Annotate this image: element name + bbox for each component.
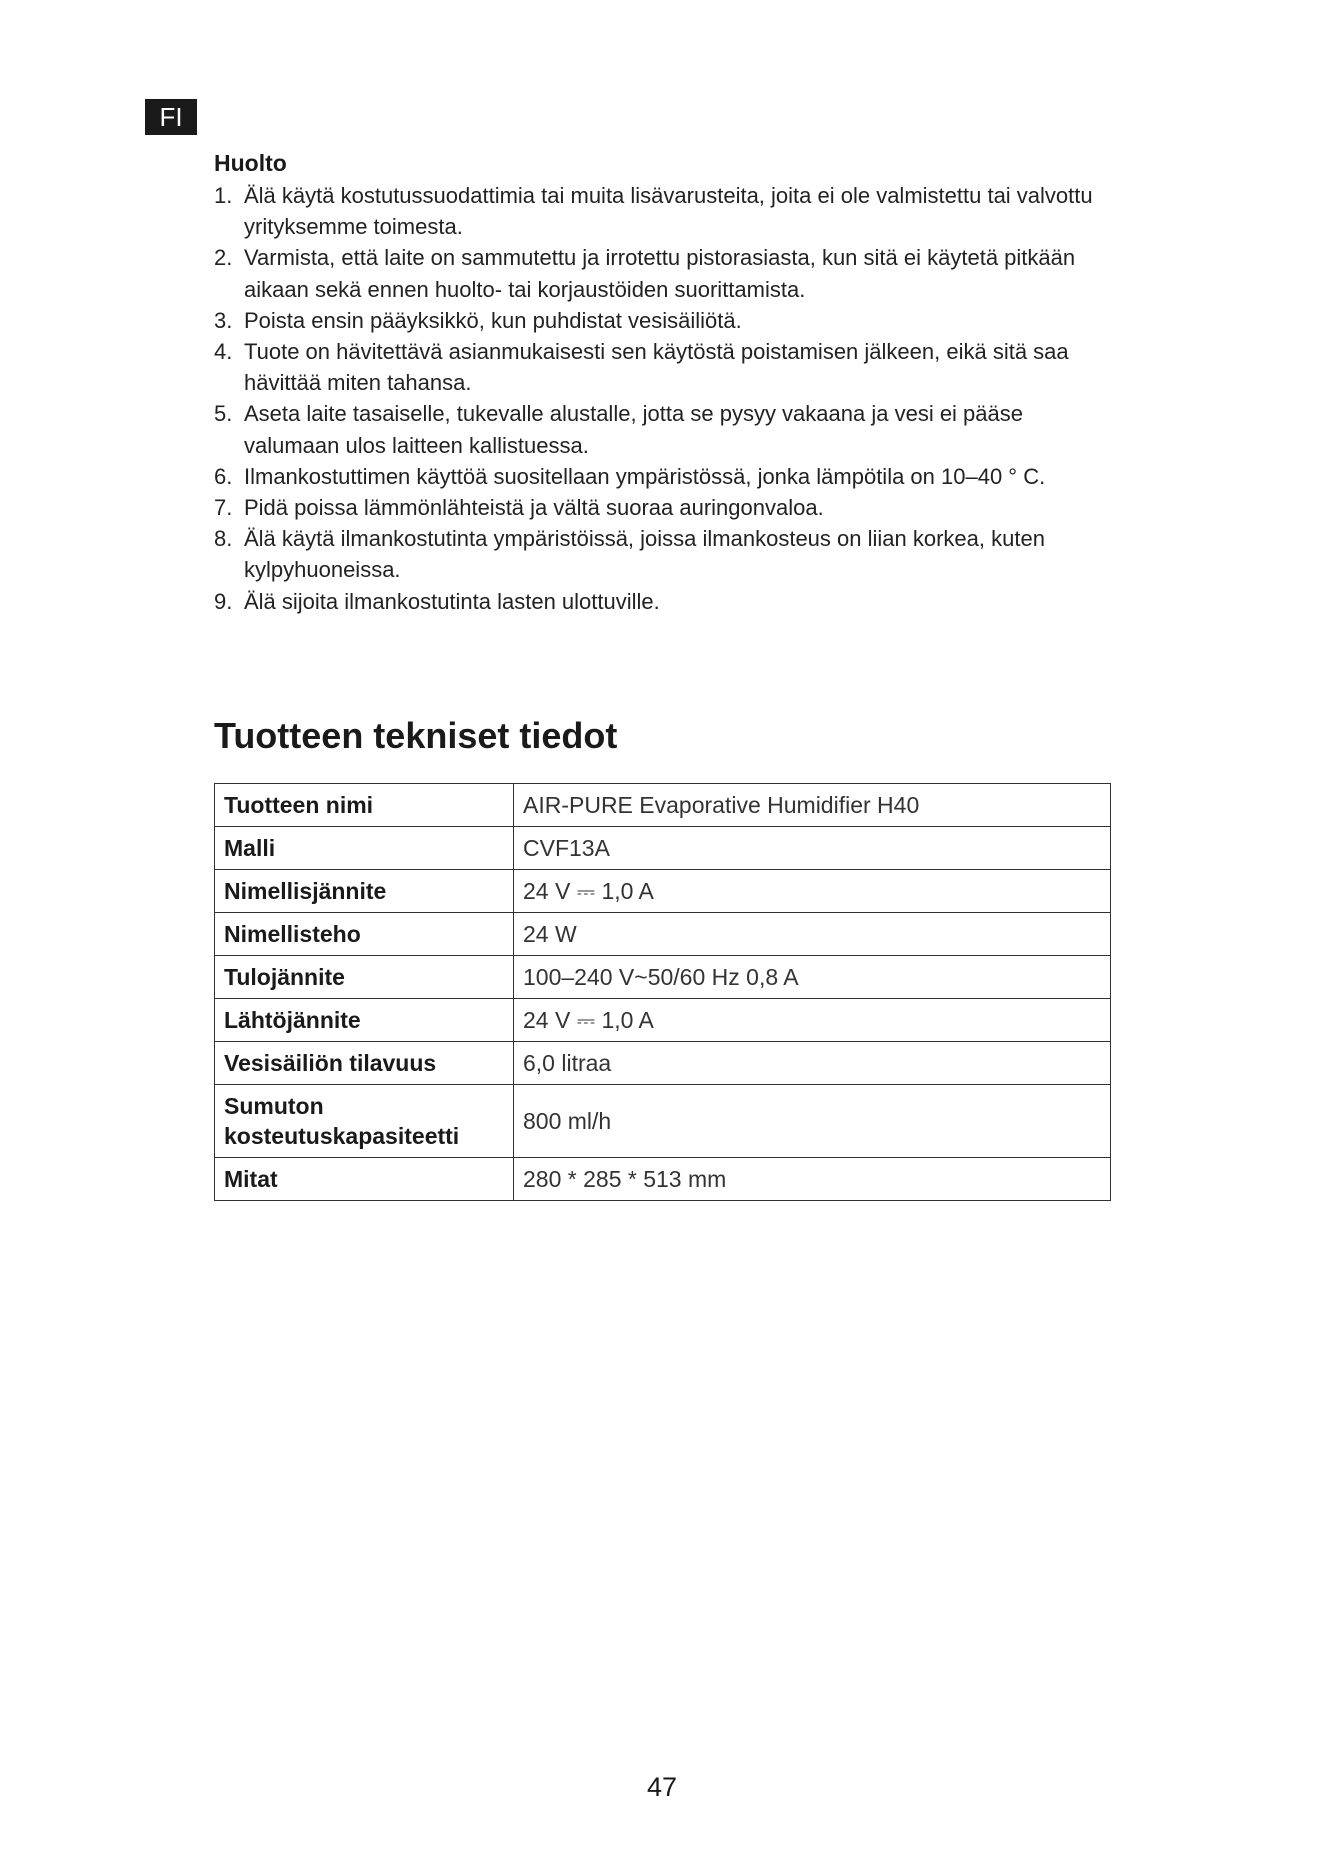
item-number: 3. (214, 307, 233, 333)
spec-label: Vesisäiliön tilavuus (215, 1042, 514, 1085)
spec-value: 800 ml/h (514, 1085, 1111, 1158)
spec-value: 24 V ⎓ 1,0 A (514, 870, 1111, 913)
spec-label: Tulojännite (215, 956, 514, 999)
spec-label: Malli (215, 827, 514, 870)
item-text: Ilmankostuttimen käyttöä suositellaan ympäristössä, jonka lämpötila on 10–40 ° C. (244, 463, 1046, 489)
list-item (214, 523, 1114, 585)
item-text: Varmista, että laite on sammutettu ja irrotettu pistorasiasta, kun sitä ei käytetä pitkään aikaan sekä ennen huolto- tai korjaustöiden suorittamista. (244, 245, 1076, 302)
spec-value: AIR-PURE Evaporative Humidifier H40 (514, 784, 1111, 827)
spec-value: 24 W (514, 913, 1111, 956)
spec-label: Tuotteen nimi (215, 784, 514, 827)
language-tab: FI (145, 99, 197, 135)
spec-value: CVF13A (514, 827, 1111, 870)
item-text: Tuote on hävitettävä asianmukaisesti sen käytöstä poistamisen jälkeen, eikä sitä saa hävittää miten tahansa. (244, 339, 1069, 396)
item-number: 8. (214, 526, 233, 552)
spec-value: 280 * 285 * 513 mm (514, 1158, 1111, 1201)
item-text: Poista ensin pääyksikkö, kun puhdistat vesisäiliötä. (244, 307, 742, 333)
list-item (214, 305, 1114, 336)
maintenance-list (214, 180, 1114, 617)
spec-label: Nimellisjännite (215, 870, 514, 913)
spec-value: 100–240 V~50/60 Hz 0,8 A (514, 956, 1111, 999)
spec-value: 6,0 litraa (514, 1042, 1111, 1085)
spec-label: Nimellisteho (215, 913, 514, 956)
item-text: Älä käytä ilmankostutinta ympäristöissä, joissa ilmankosteus on liian korkea, kuten kylpyhuoneissa. (244, 526, 1045, 583)
item-number: 6. (214, 463, 233, 489)
specs-table (214, 783, 1111, 1201)
maintenance-heading: Huolto (214, 150, 287, 176)
item-text: Älä sijoita ilmankostutinta lasten ulottuville. (244, 588, 660, 614)
list-item (214, 180, 1114, 242)
table-row (215, 999, 1111, 1042)
item-text: Aseta laite tasaiselle, tukevalle alustalle, jotta se pysyy vakaana ja vesi ei pääse valumaan ulos laitteen kallistuessa. (244, 401, 1023, 458)
list-item (214, 398, 1114, 460)
item-number: 4. (214, 339, 233, 365)
table-row (215, 956, 1111, 999)
table-row (215, 870, 1111, 913)
item-number: 1. (214, 183, 233, 208)
table-row (215, 1158, 1111, 1201)
specs-title: Tuotteen tekniset tiedot (214, 715, 618, 756)
item-text: Pidä poissa lämmönlähteistä ja vältä suoraa auringonvaloa. (244, 495, 824, 521)
list-item (214, 586, 1114, 617)
table-row (215, 1085, 1111, 1158)
list-item (214, 492, 1114, 523)
list-item (214, 461, 1114, 492)
list-item (214, 242, 1114, 304)
maintenance-section (214, 146, 1114, 617)
table-row (215, 913, 1111, 956)
list-item (214, 336, 1114, 398)
item-number: 2. (214, 245, 233, 271)
item-text: Älä käytä kostutussuodattimia tai muita lisävarusteita, joita ei ole valmistettu tai valvottu yrityksemme toimesta. (244, 183, 1093, 240)
table-row (215, 1042, 1111, 1085)
table-row (215, 784, 1111, 827)
spec-label: Mitat (215, 1158, 514, 1201)
spec-value: 24 V ⎓ 1,0 A (514, 999, 1111, 1042)
spec-label: Sumuton kosteutuskapasiteetti (215, 1085, 514, 1158)
item-number: 9. (214, 588, 233, 614)
spec-label: Lähtöjännite (215, 999, 514, 1042)
table-row (215, 827, 1111, 870)
item-number: 7. (214, 495, 233, 521)
page-number: 47 (646, 1772, 678, 1802)
item-number: 5. (214, 401, 233, 427)
